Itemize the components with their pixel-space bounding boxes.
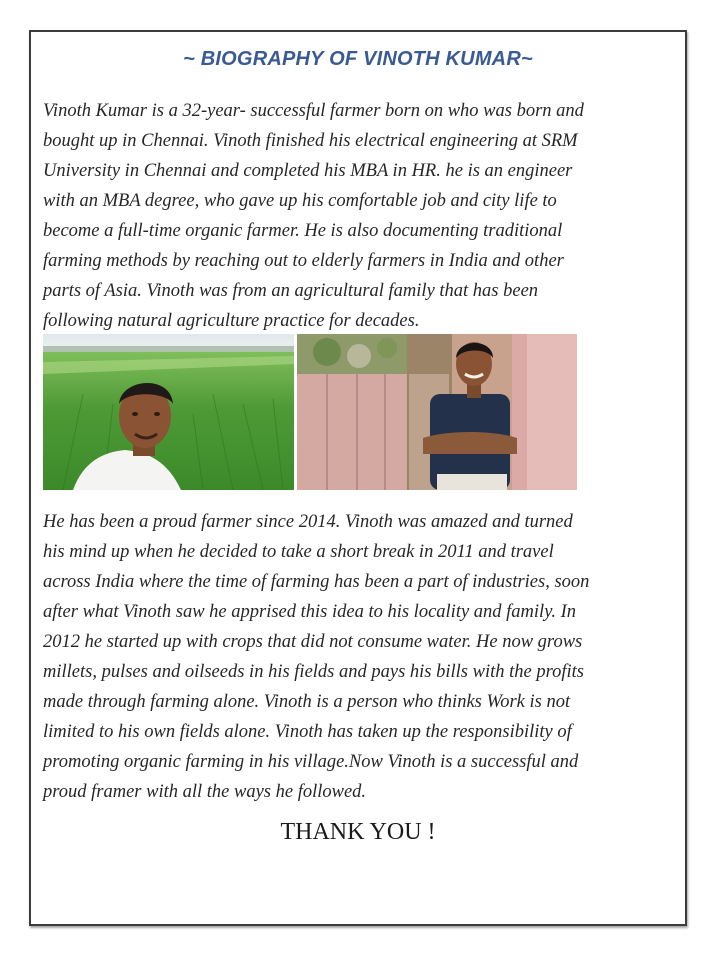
paragraph-line: promoting organic farming in his village.Now Vinoth is a successful and (43, 752, 579, 772)
paragraph-line: bought up in Chennai. Vinoth finished his electrical engineering at SRM (43, 131, 578, 151)
rice-field-photo (43, 334, 294, 490)
portrait-photo (297, 334, 577, 490)
paragraph-line: 2012 he started up with crops that did not consume water. He now grows (43, 632, 583, 652)
paragraph-line: across India where the time of farming has been a part of industries, soon (43, 572, 590, 592)
paragraph-line: Vinoth Kumar is a 32-year- successful farmer born on who was born and (43, 101, 584, 121)
paragraph-line: after what Vinoth saw he apprised this idea to his locality and family. In (43, 602, 577, 622)
paragraph-line: He has been a proud farmer since 2014. Vinoth was amazed and turned (43, 512, 573, 532)
paragraph-line: University in Chennai and completed his MBA in HR. he is an engineer (43, 161, 573, 181)
closing-text: THANK YOU ! (280, 819, 436, 845)
paragraph-line: parts of Asia. Vinoth was from an agricultural family that has been (43, 281, 539, 301)
paragraph-line: following natural agriculture practice for decades. (43, 311, 420, 331)
paragraph-line: become a full-time organic farmer. He is also documenting traditional (43, 221, 563, 241)
paragraph-line: farming methods by reaching out to elderly farmers in India and other (43, 251, 564, 271)
document-title: ~ BIOGRAPHY OF VINOTH KUMAR~ (183, 48, 533, 70)
intro-paragraph (43, 96, 681, 336)
paragraph-line: made through farming alone. Vinoth is a person who thinks Work is not (43, 692, 571, 712)
paragraph-line: proud framer with all the ways he followed. (43, 782, 367, 802)
paragraph-line: his mind up when he decided to take a short break in 2011 and travel (43, 542, 554, 562)
paragraph-line: with an MBA degree, who gave up his comfortable job and city life to (43, 191, 557, 211)
document-page (29, 30, 687, 926)
paragraph-line: limited to his own fields alone. Vinoth has taken up the responsibility of (43, 722, 572, 742)
career-paragraph (43, 507, 681, 807)
paragraph-line: millets, pulses and oilseeds in his fields and pays his bills with the profits (43, 662, 584, 682)
